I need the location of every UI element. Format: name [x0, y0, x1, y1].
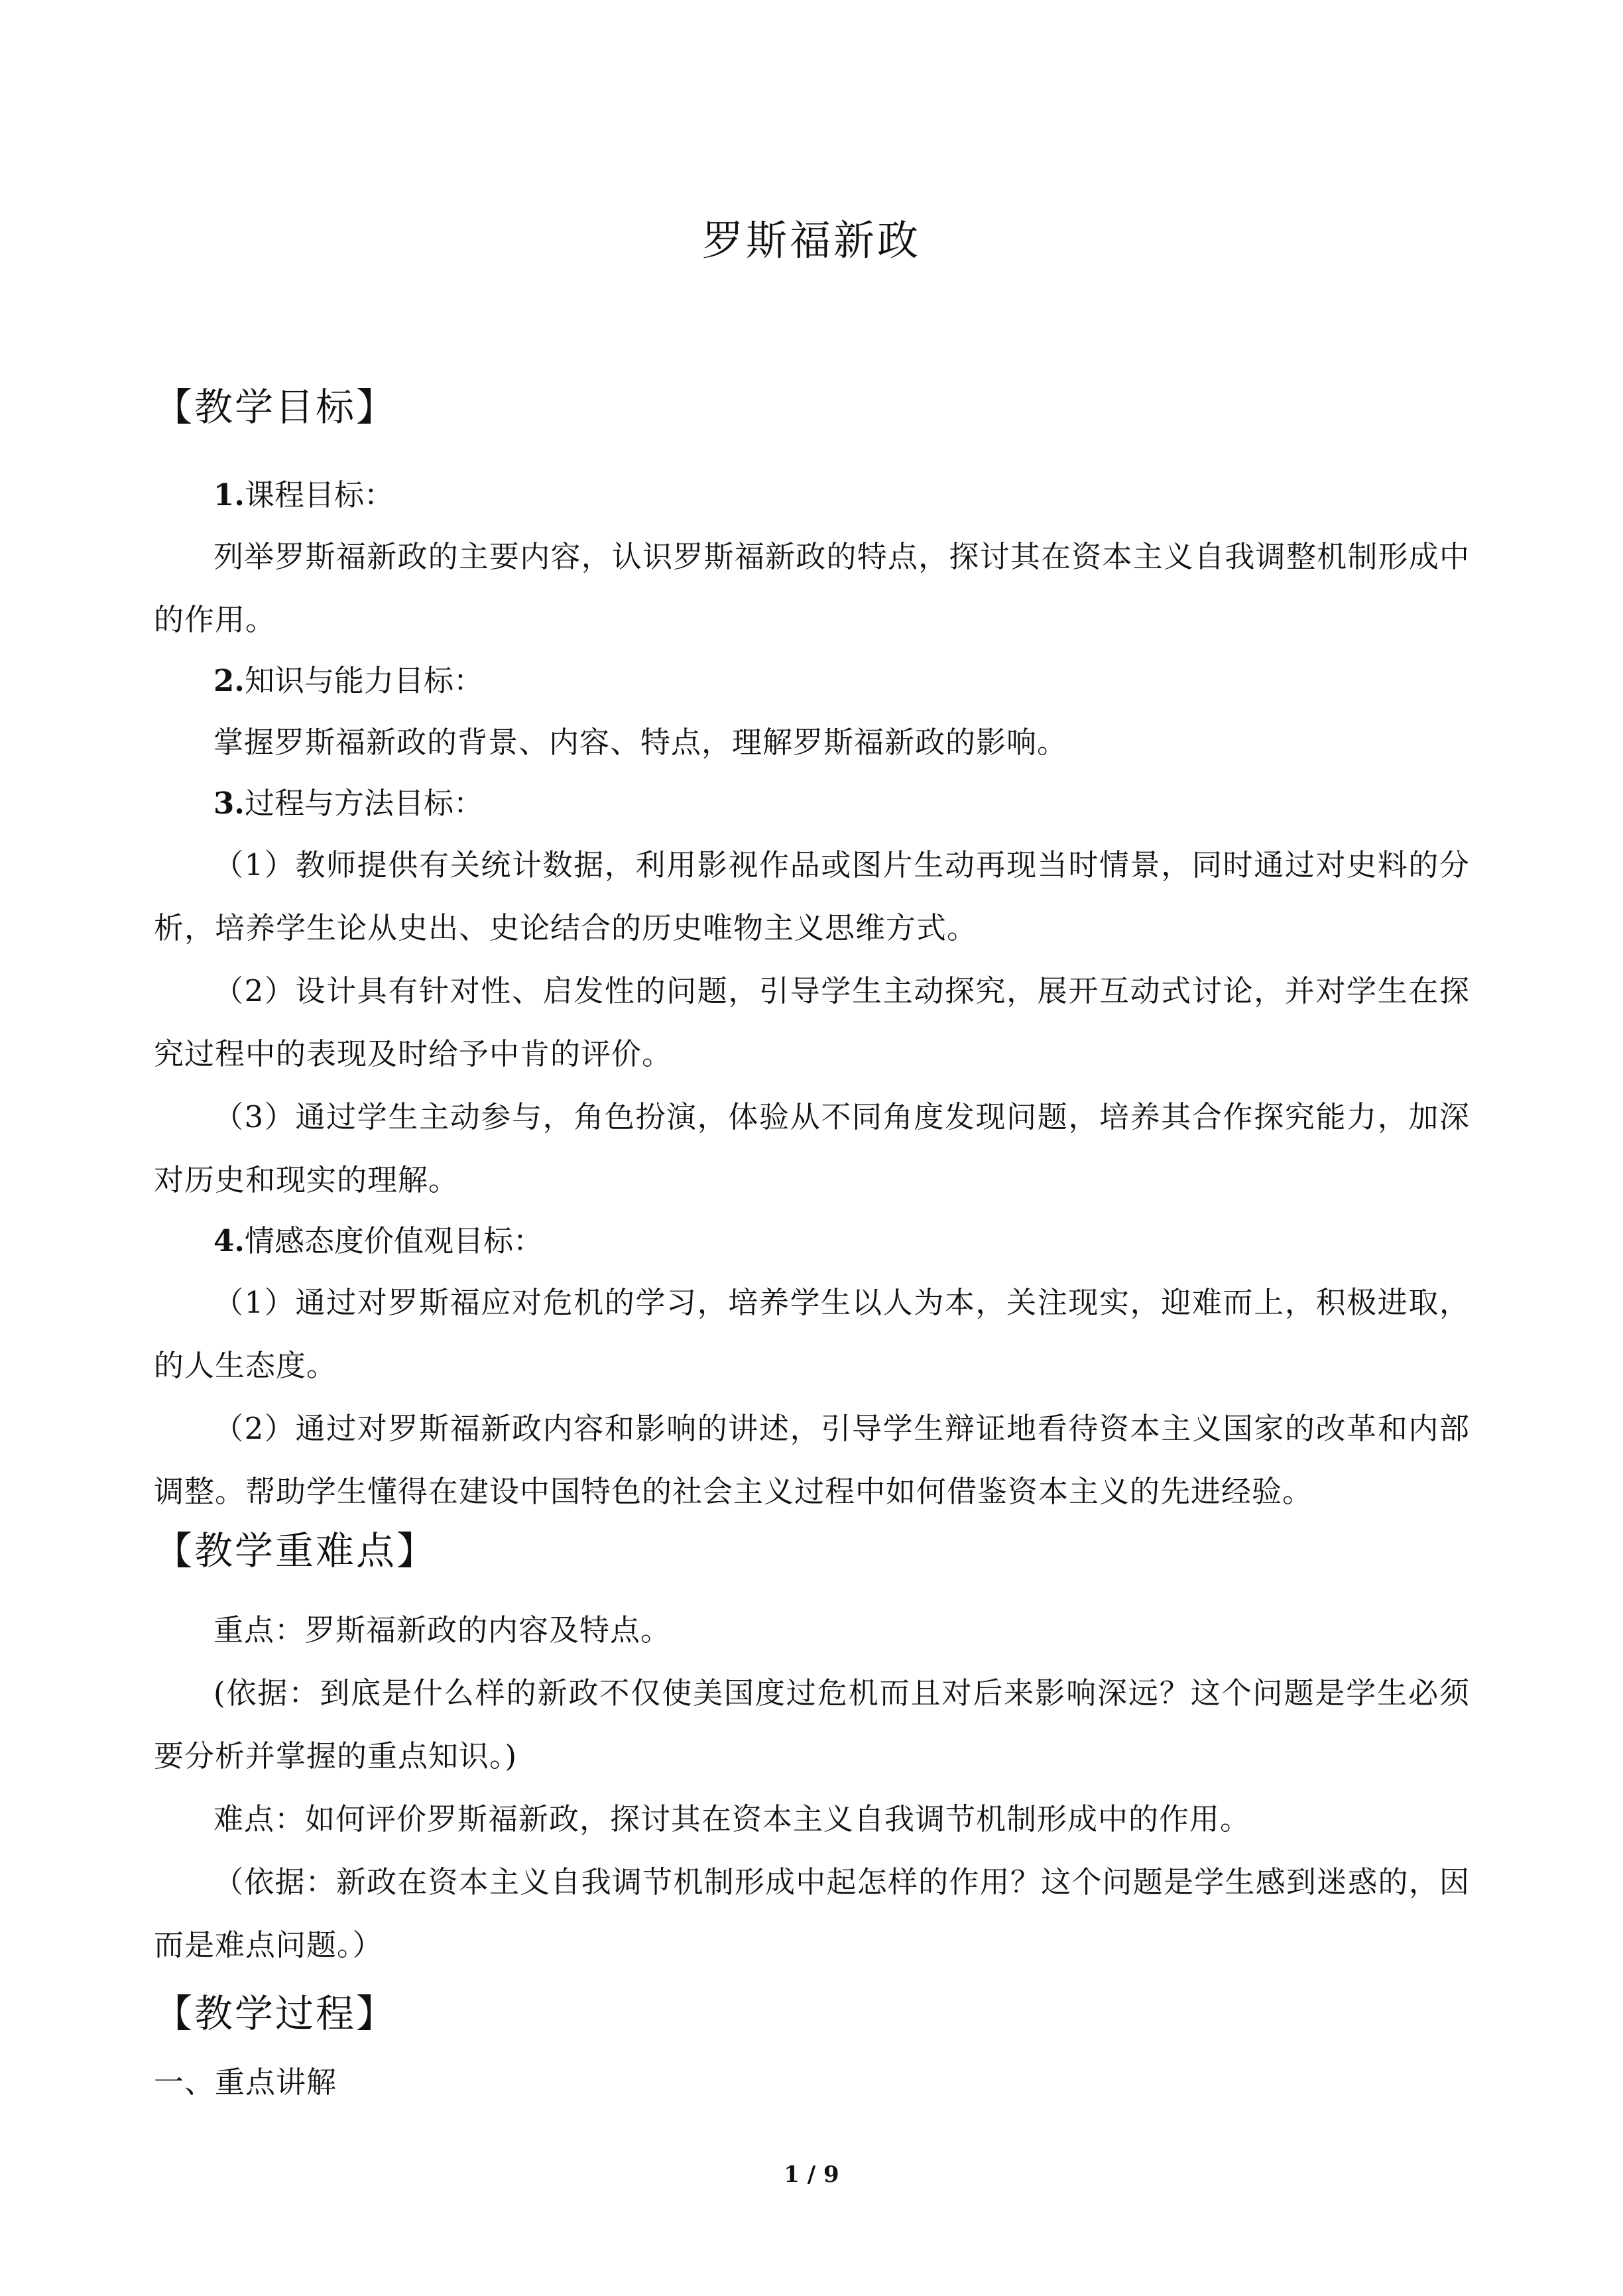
- course-objective-heading: [154, 465, 1470, 525]
- page-number: 1 / 9: [784, 2161, 839, 2188]
- course-objective-label: 课程目标：: [244, 477, 394, 513]
- knowledge-objective-label: 知识与能力目标：: [244, 663, 483, 698]
- process-objective-number: 3.: [213, 786, 245, 821]
- knowledge-objective-heading: [154, 651, 1470, 711]
- process-objective-item: （1）教师提供有关统计数据，利用影视作品或图片生动再现当时情景，同时通过对史料的分析，培养学生论从史出、史论结合的历史唯物主义思维方式。: [154, 847, 1470, 945]
- difficulty-basis: （依据：新政在资本主义自我调节机制形成中起怎样的作用？这个问题是学生感到迷惑的，因而是难点问题。）: [154, 1864, 1470, 1963]
- knowledge-objective-text: 掌握罗斯福新政的背景、内容、特点，理解罗斯福新政的影响。: [213, 725, 1068, 760]
- process-objective-item: （3）通过学生主动参与，角色扮演，体验从不同角度发现问题，培养其合作探究能力，加深对历史和现实的理解。: [154, 1099, 1470, 1197]
- process-objective-heading: [154, 774, 1470, 833]
- course-objective-number: 1.: [213, 477, 245, 513]
- process-heading: 【教学过程】: [154, 1991, 397, 2036]
- objectives-heading: 【教学目标】: [154, 385, 397, 430]
- focus-point: 重点：罗斯福新政的内容及特点。: [213, 1612, 672, 1648]
- document-body: [154, 379, 1470, 2114]
- knowledge-objective-number: 2.: [213, 663, 245, 698]
- emotion-objective-number: 4.: [213, 1223, 245, 1258]
- process-objective-label: 过程与方法目标：: [244, 786, 483, 821]
- key-points-heading: 【教学重难点】: [154, 1528, 438, 1573]
- emotion-objective-heading: [154, 1211, 1470, 1271]
- course-objective-text: 列举罗斯福新政的主要内容，认识罗斯福新政的特点，探讨其在资本主义自我调整机制形成中的作用。: [154, 539, 1470, 637]
- process-first-item: 一、重点讲解: [154, 2065, 337, 2100]
- process-objective-item: （2）设计具有针对性、启发性的问题，引导学生主动探究，展开互动式讨论，并对学生在探究过程中的表现及时给予中肯的评价。: [154, 973, 1470, 1071]
- emotion-objective-item: （1）通过对罗斯福应对危机的学习，培养学生以人为本，关注现实，迎难而上，积极进取，的人生态度。: [154, 1285, 1470, 1383]
- emotion-objective-item: （2）通过对罗斯福新政内容和影响的讲述，引导学生辩证地看待资本主义国家的改革和内部调整。帮助学生懂得在建设中国特色的社会主义过程中如何借鉴资本主义的先进经验。: [154, 1411, 1470, 1509]
- document-title: 罗斯福新政: [701, 216, 921, 265]
- emotion-objective-label: 情感态度价值观目标：: [244, 1223, 543, 1258]
- focus-basis: (依据：到底是什么样的新政不仅使美国度过危机而且对后来影响深远？这个问题是学生必须要分析并掌握的重点知识。): [154, 1675, 1470, 1774]
- difficulty-point: 难点：如何评价罗斯福新政，探讨其在资本主义自我调节机制形成中的作用。: [213, 1801, 1251, 1837]
